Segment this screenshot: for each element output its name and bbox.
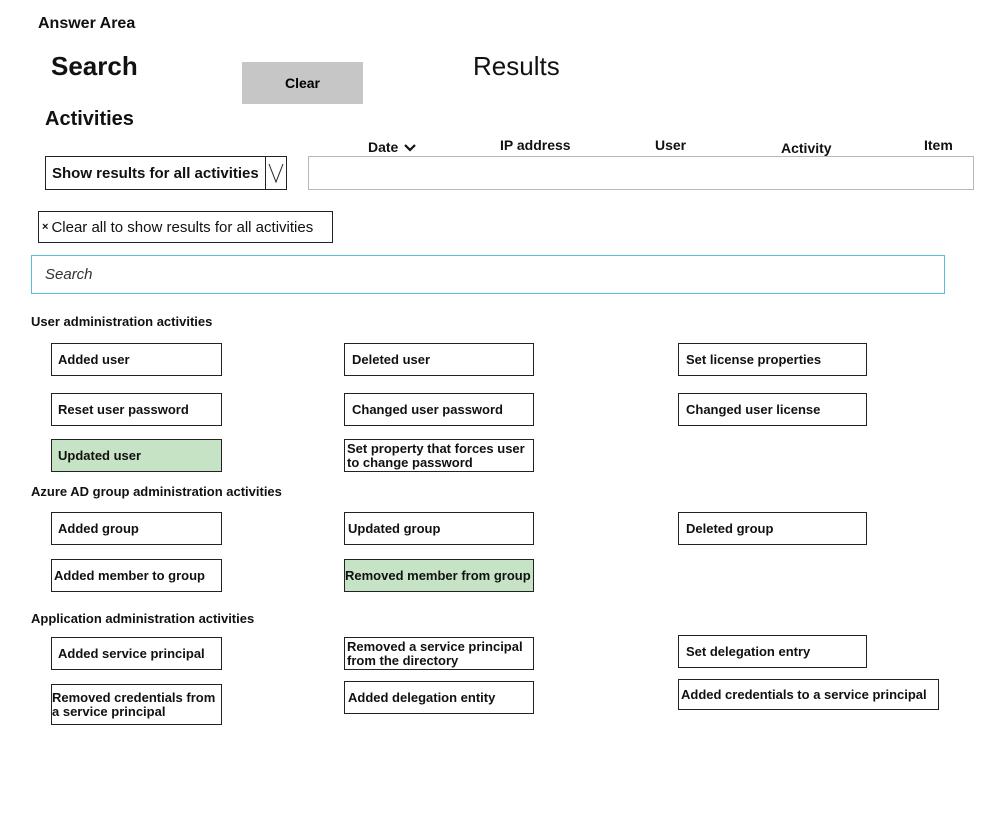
activity-option[interactable]: Changed user password: [344, 393, 534, 426]
activity-dropdown[interactable]: [45, 156, 287, 190]
section-title: Azure AD group administration activities: [31, 484, 282, 499]
activity-option-selected[interactable]: Updated user: [51, 439, 222, 472]
search-input[interactable]: [31, 255, 945, 294]
column-date-label: Date: [368, 139, 399, 155]
activity-option[interactable]: Updated group: [344, 512, 534, 545]
triangle-down-icon[interactable]: [265, 157, 286, 189]
section-title: User administration activities: [31, 314, 213, 329]
answer-area-label: Answer Area: [38, 15, 136, 32]
activities-title: Activities: [45, 108, 134, 130]
column-ip-address[interactable]: IP address: [500, 137, 571, 153]
activity-option[interactable]: Added credentials to a service principal: [678, 679, 939, 710]
clear-all-filter[interactable]: [38, 211, 333, 243]
clear-all-label: Clear all to show results for all activities: [51, 218, 314, 236]
activity-option[interactable]: Added service principal: [51, 637, 222, 670]
activity-option[interactable]: Added delegation entity: [344, 681, 534, 714]
results-title: Results: [473, 51, 560, 81]
activity-option[interactable]: Deleted group: [678, 512, 867, 545]
close-icon[interactable]: ×: [42, 221, 49, 233]
activity-option[interactable]: Added user: [51, 343, 222, 376]
activity-option[interactable]: Set property that forces user to change password: [344, 439, 534, 472]
results-table: [308, 156, 974, 190]
chevron-down-icon: [404, 144, 416, 152]
column-activity[interactable]: Activity: [781, 140, 832, 156]
activity-option-selected[interactable]: Removed member from group: [344, 559, 534, 592]
column-date[interactable]: [368, 139, 416, 155]
search-title: Search: [51, 51, 138, 81]
activity-option[interactable]: Deleted user: [344, 343, 534, 376]
section-title: Application administration activities: [31, 611, 255, 626]
activity-option[interactable]: Added member to group: [51, 559, 222, 592]
column-user[interactable]: User: [655, 137, 687, 153]
column-item[interactable]: Item: [924, 137, 953, 153]
activity-dropdown-value: Show results for all activities: [52, 164, 259, 182]
activity-option[interactable]: Added group: [51, 512, 222, 545]
activity-option[interactable]: Set delegation entry: [678, 635, 867, 668]
clear-button[interactable]: Clear: [242, 62, 363, 104]
activity-option[interactable]: Reset user password: [51, 393, 222, 426]
activity-option[interactable]: Removed a service principal from the directory: [344, 637, 534, 670]
activity-option[interactable]: Set license properties: [678, 343, 867, 376]
activity-option[interactable]: Changed user license: [678, 393, 867, 426]
activity-option[interactable]: Removed credentials from a service principal: [51, 684, 222, 725]
